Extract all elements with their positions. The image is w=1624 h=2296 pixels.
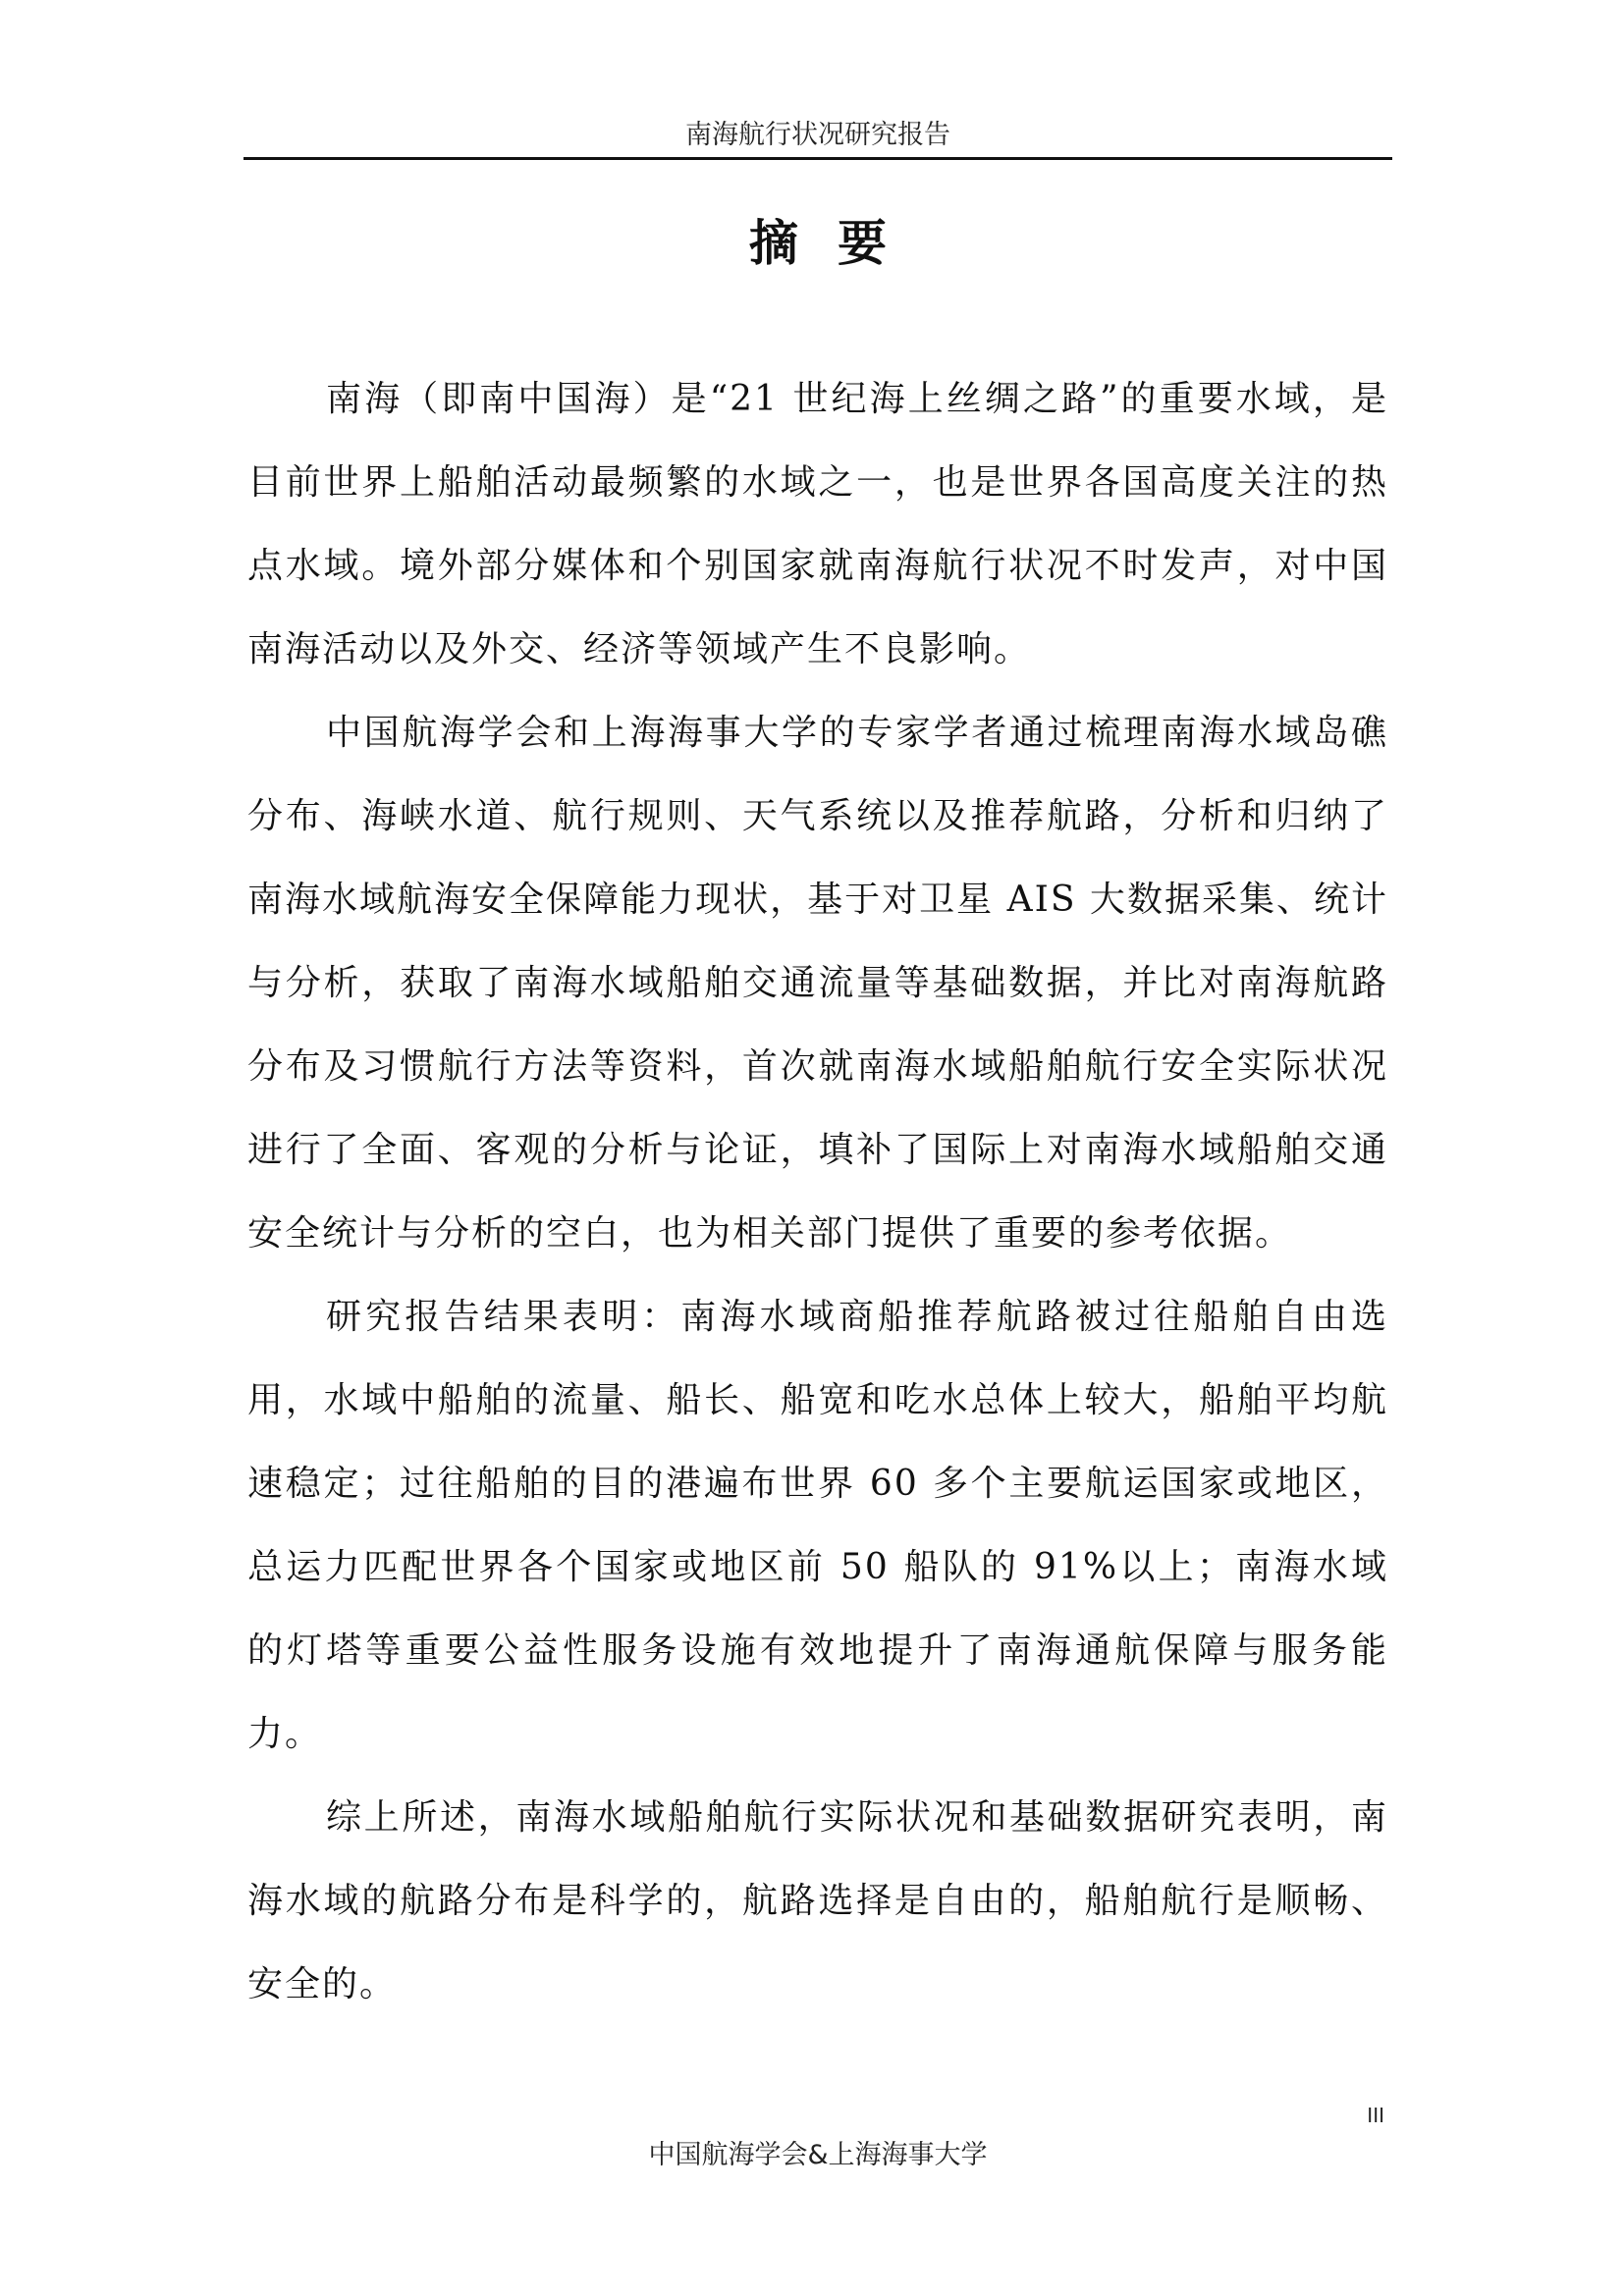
abstract-paragraph-2: 中国航海学会和上海海事大学的专家学者通过梳理南海水域岛礁分布、海峡水道、航行规则、天气系统以及推荐航路，分析和归纳了南海水域航海安全保障能力现状，基于对卫星 AIS 大数据采集、统计与分析，获取了南海水域船舶交通流量等基础数据，并比对南海航路分布及习惯航行方法等资料，首次就南海水域船舶航行安全实际状况进行了全面、客观的分析与论证，填补了国际上对南海水域船舶交通安全统计与分析的空白，也为相关部门提供了重要的参考依据。	[247, 713, 1388, 1254]
abstract-paragraph-3: 研究报告结果表明：南海水域商船推荐航路被过往船舶自由选用，水域中船舶的流量、船长、船宽和吃水总体上较大，船舶平均航速稳定；过往船舶的目的港遍布世界 60 多个主要航运国家或地区，总运力匹配世界各个国家或地区前 50 船队的 91%以上；南海水域的灯塔等重要公益性服务设施有效地提升了南海通航保障与服务能力。	[247, 1297, 1388, 1754]
running-header: 南海航行状况研究报告	[244, 114, 1392, 160]
page-number: III	[1367, 2104, 1384, 2127]
abstract-title: 摘要	[749, 215, 926, 272]
abstract-body	[247, 357, 1388, 2026]
running-footer: 中国航海学会&上海海事大学	[648, 2140, 988, 2170]
abstract-paragraph-1: 南海（即南中国海）是“21 世纪海上丝绸之路”的重要水域，是目前世界上船舶活动最频繁的水域之一，也是世界各国高度关注的热点水域。境外部分媒体和个别国家就南海航行状况不时发声，对中国南海活动以及外交、经济等领域产生不良影响。	[247, 379, 1388, 669]
abstract-paragraph-4: 综上所述，南海水域船舶航行实际状况和基础数据研究表明，南海水域的航路分布是科学的，航路选择是自由的，船舶航行是顺畅、安全的。	[247, 1797, 1388, 2004]
